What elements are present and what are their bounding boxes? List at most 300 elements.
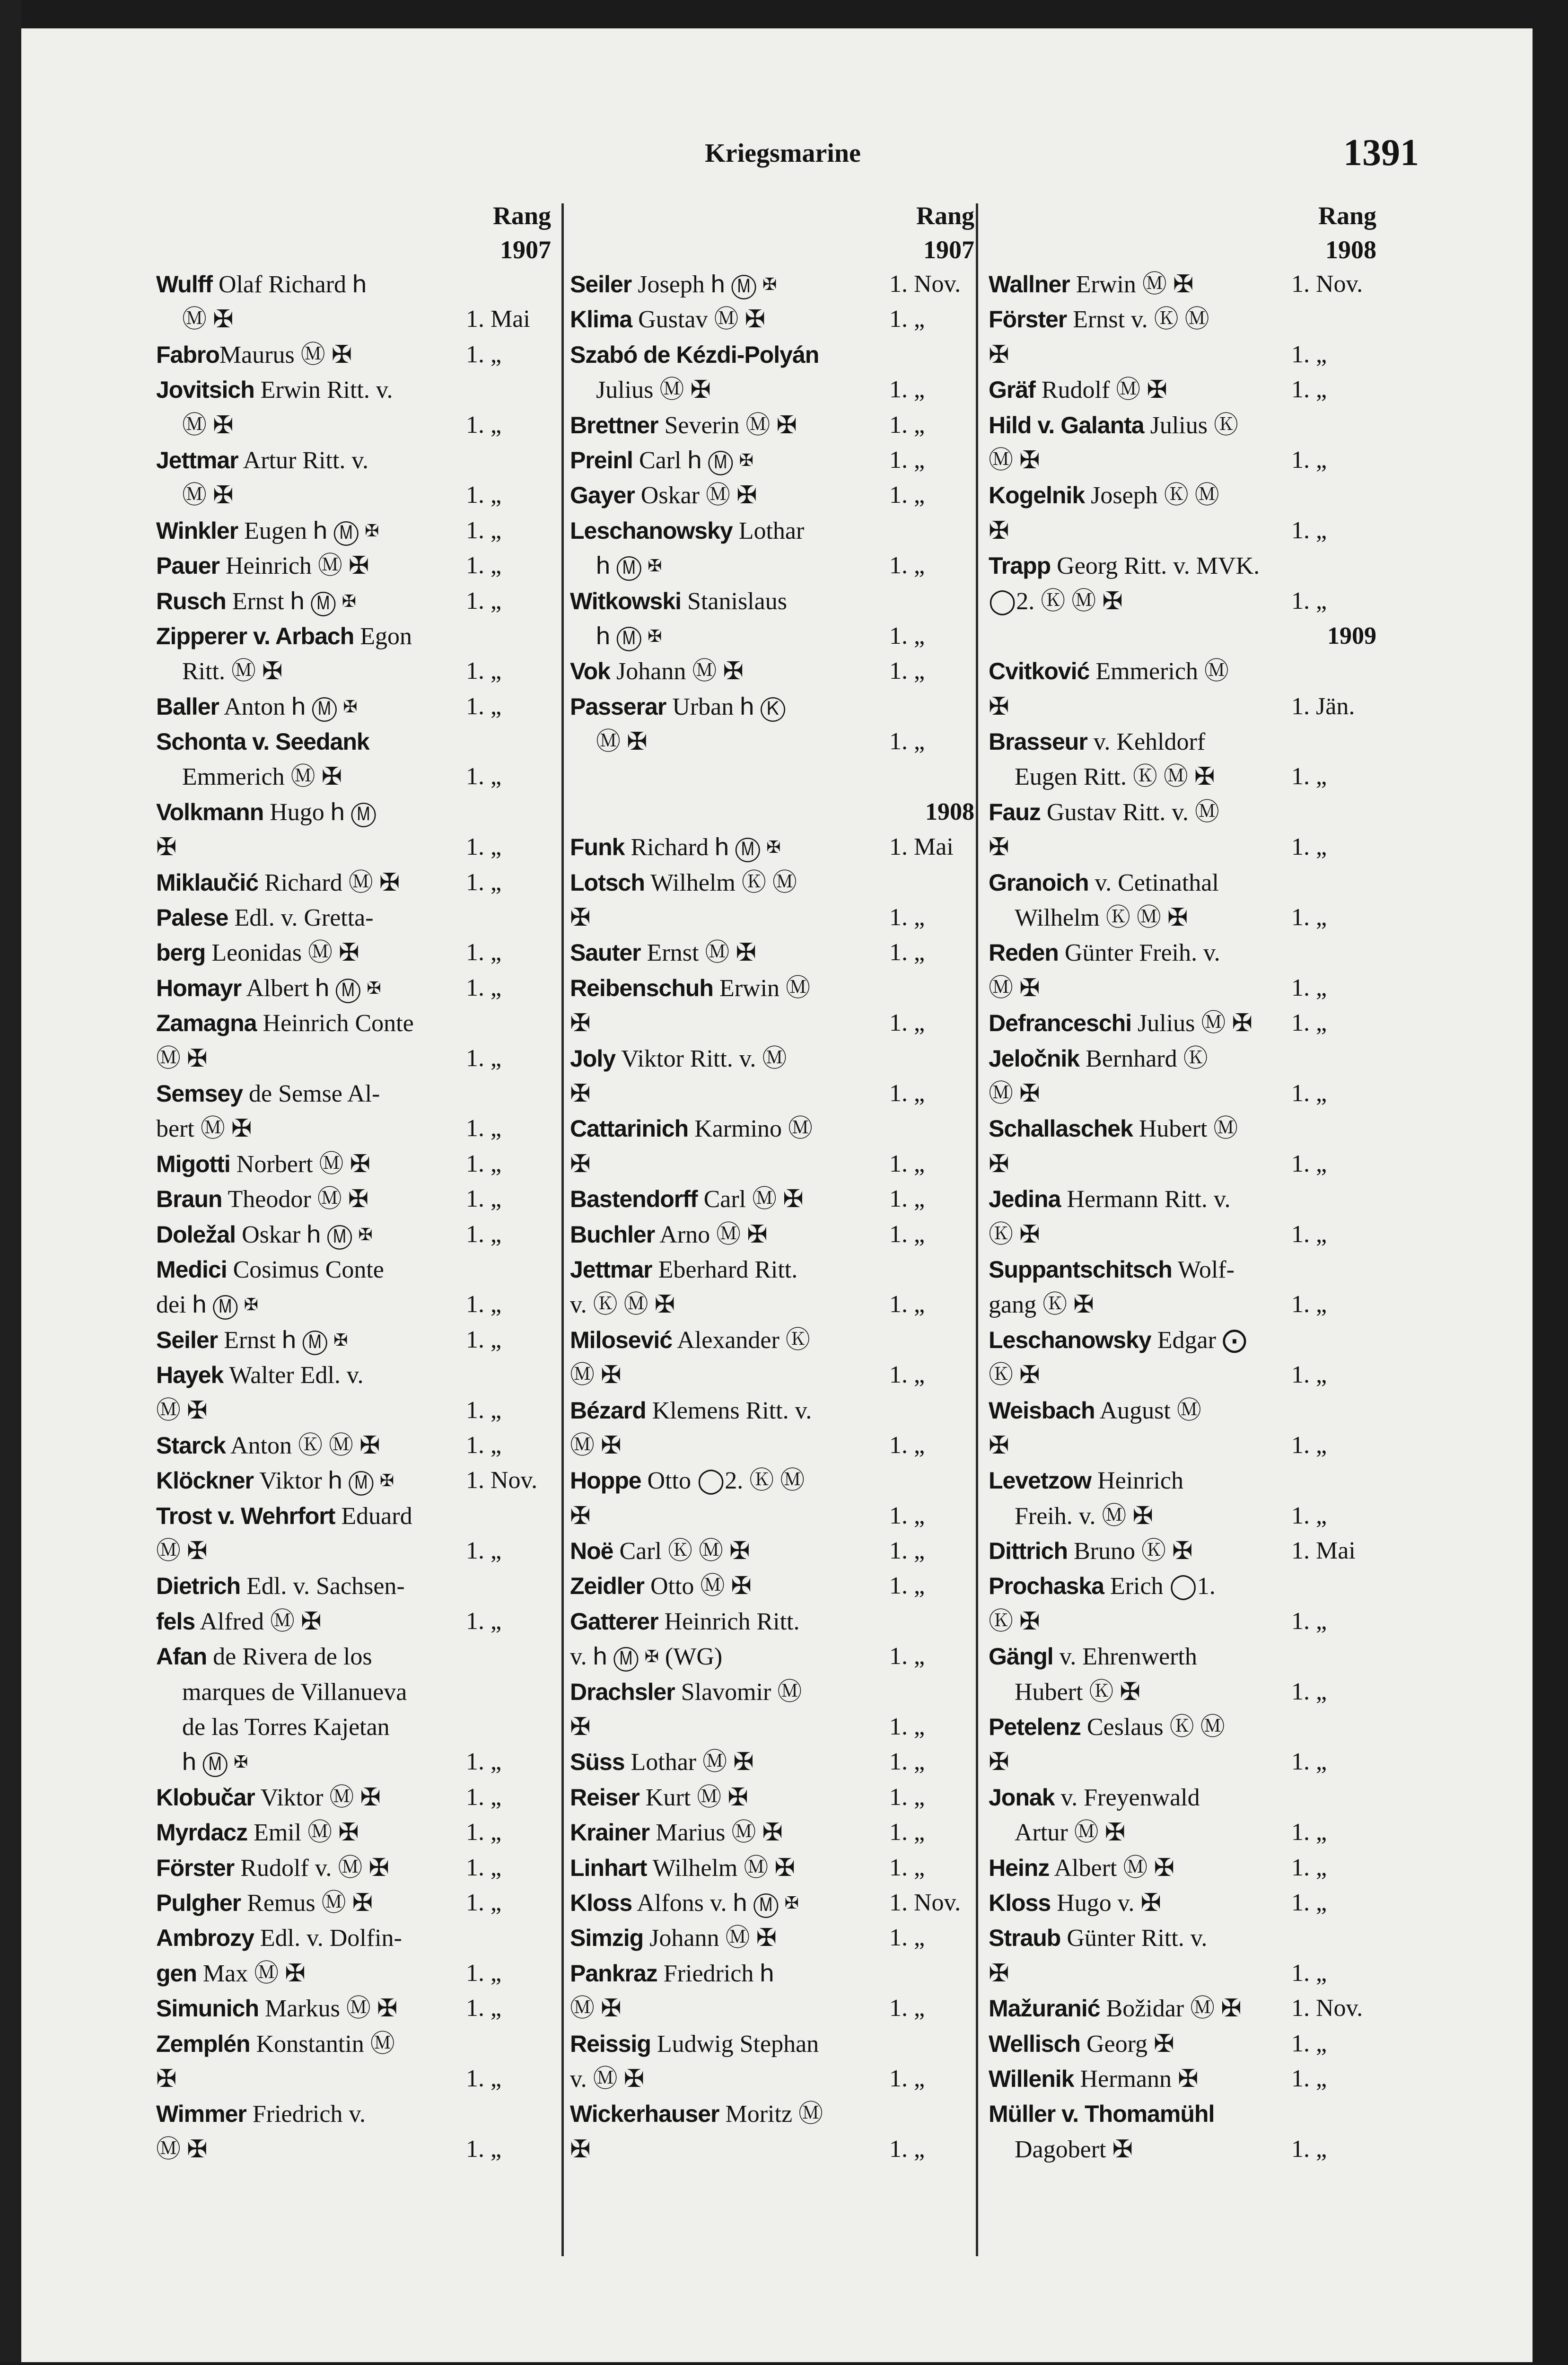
entry-detail: Kurt Ⓜ ✠ — [639, 1784, 748, 1811]
entry-detail: Oskar Ⓜ ✠ — [634, 482, 757, 509]
list-item — [156, 1674, 551, 1709]
entry-text — [156, 2096, 366, 2131]
entry-text — [570, 1568, 752, 1603]
entry-text — [570, 1533, 750, 1568]
entry-detail: Lothar Ⓜ ✠ — [624, 1749, 754, 1776]
entry-detail: dei 𐌷 Ⓜ ✠ — [156, 1291, 258, 1319]
list-item — [156, 513, 551, 548]
entry-detail: Max Ⓜ ✠ — [196, 1960, 306, 1987]
entry-rank-date: 1. Nov. — [1291, 1995, 1363, 2022]
entry-rank-date: 1. „ — [466, 1537, 502, 1565]
entry-detail: Stanislaus — [681, 587, 787, 615]
entry-text — [989, 1780, 1200, 1815]
entry-text — [570, 513, 804, 548]
list-item — [156, 795, 551, 830]
list-item — [156, 619, 551, 654]
entry-text — [156, 865, 400, 900]
entry-rank-date: 1. Nov. — [889, 1889, 961, 1916]
list-item — [156, 337, 551, 372]
entry-text — [570, 1709, 591, 1744]
entry-rank-date: 1. „ — [889, 482, 925, 509]
entry-text — [989, 1006, 1253, 1041]
entry-detail: Lothar — [732, 517, 805, 544]
entry-surname: Buchler — [570, 1221, 655, 1248]
list-item — [989, 337, 1376, 372]
entry-detail: Ernst 𐌷 Ⓜ ✠ — [218, 1326, 348, 1354]
list-item — [156, 1076, 551, 1111]
entry-text — [570, 1358, 622, 1393]
list-item — [156, 1182, 551, 1217]
entry-surname: Müller v. Thomamühl — [989, 2101, 1215, 2128]
entry-rank-date: 1. „ — [889, 1502, 925, 1529]
entry-surname: Migotti — [156, 1150, 230, 1177]
entry-detail: Hubert Ⓜ — [1132, 1115, 1238, 1143]
entry-text — [156, 1111, 252, 1146]
list-item — [156, 1287, 551, 1322]
entry-text — [570, 654, 744, 689]
list-item — [156, 2061, 551, 2096]
entry-detail: 𐌷 Ⓜ ✠ — [596, 552, 662, 580]
entry-detail: Urban 𐌷 Ⓚ — [666, 693, 786, 720]
entry-text — [156, 1850, 389, 1885]
entry-surname: Klöckner — [156, 1467, 254, 1494]
entry-surname: Simunich — [156, 1995, 259, 2022]
list-item — [156, 1358, 551, 1393]
entry-detail: ✠ — [989, 834, 1009, 861]
entry-detail: Viktor 𐌷 Ⓜ ✠ — [253, 1467, 394, 1495]
list-item — [156, 443, 551, 478]
entry-rank-date: 1. „ — [466, 1396, 502, 1424]
entry-text — [570, 1885, 799, 1920]
entry-detail: Heinrich Ritt. — [658, 1608, 800, 1635]
entry-text — [989, 654, 1229, 689]
list-item — [570, 2132, 974, 2167]
entry-text — [156, 1780, 381, 1815]
entry-text — [989, 2026, 1174, 2061]
entry-rank-date: 1. „ — [889, 1713, 925, 1741]
entry-rank-date: 1. Mai — [1291, 1537, 1356, 1565]
entry-detail: Ⓜ ✠ — [989, 974, 1040, 1002]
entry-text — [989, 759, 1215, 794]
entry-text — [989, 1111, 1238, 1146]
entry-detail: ✠ — [989, 341, 1009, 368]
list-item — [989, 795, 1376, 830]
entry-rank-date: 1. „ — [889, 939, 925, 966]
entry-text — [570, 302, 765, 337]
list-item — [156, 1744, 551, 1779]
entry-surname: Miklaučić — [156, 869, 259, 896]
entry-text — [156, 1498, 412, 1533]
entry-rank-date: 1. „ — [466, 1326, 502, 1353]
entry-rank-date: 1. „ — [1291, 446, 1327, 473]
entry-detail: Gustav Ritt. v. Ⓜ — [1040, 798, 1219, 826]
entry-text — [570, 443, 753, 478]
list-item — [989, 1358, 1376, 1393]
entry-surname: Milosević — [570, 1326, 673, 1353]
entry-surname: Prochaska — [989, 1573, 1104, 1600]
list-item — [989, 1533, 1376, 1568]
entry-rank-date: 1. „ — [1291, 1150, 1327, 1177]
entry-surname: Förster — [156, 1854, 235, 1881]
entry-detail: ✠ — [570, 1150, 591, 1178]
list-item — [989, 1850, 1376, 1885]
entry-rank-date: 1. Mai — [889, 833, 954, 861]
entry-text — [989, 1498, 1153, 1533]
entry-surname: Petelenz — [989, 1714, 1081, 1741]
entry-text — [570, 1780, 748, 1815]
entry-detail: v. 𐌷 Ⓜ ✠ (WG) — [570, 1643, 723, 1671]
list-item — [570, 443, 974, 478]
entry-surname: Reibenschuh — [570, 974, 713, 1001]
entry-text — [989, 1568, 1216, 1603]
entry-text — [156, 302, 234, 337]
list-item — [570, 1780, 974, 1815]
entry-text — [156, 513, 379, 548]
entry-rank-date: 1. „ — [466, 1150, 502, 1177]
entry-rank-date: 1. „ — [1291, 1220, 1327, 1248]
entry-detail: ✠ — [989, 1432, 1009, 1459]
list-item — [570, 2096, 974, 2131]
entry-list — [989, 267, 1376, 2167]
entry-detail: Anton Ⓚ Ⓜ ✠ — [225, 1432, 380, 1459]
entry-surname: Hild v. Galanta — [989, 412, 1144, 438]
entry-surname: Klobučar — [156, 1784, 255, 1811]
entry-text — [156, 478, 234, 513]
list-item — [989, 654, 1376, 689]
entry-rank-date: 1. „ — [1291, 1678, 1327, 1705]
entry-surname: Jettmar — [156, 447, 238, 473]
entry-rank-date: 1. „ — [1291, 2135, 1327, 2163]
list-item — [156, 689, 551, 724]
entry-surname: Zipperer v. Arbach — [156, 622, 354, 649]
entry-text — [989, 513, 1009, 548]
list-item — [570, 689, 974, 724]
entry-detail: Ⓜ ✠ — [989, 1080, 1040, 1107]
entry-detail: Edl. v. Dolfin- — [254, 1925, 402, 1952]
entry-surname: Schonta v. Seedank — [156, 728, 369, 755]
list-item — [156, 1956, 551, 1991]
entry-detail: Johann Ⓜ ✠ — [610, 658, 744, 685]
entry-text — [156, 1147, 370, 1182]
list-item — [989, 1885, 1376, 1920]
entry-rank-date: 1. „ — [889, 1431, 925, 1459]
entry-text — [156, 1217, 373, 1252]
list-item — [156, 1428, 551, 1463]
entry-surname: Wallner — [989, 271, 1070, 298]
entry-rank-date: 1. „ — [1291, 763, 1327, 790]
entry-text — [570, 935, 756, 970]
entry-text — [156, 584, 356, 619]
list-item — [570, 1111, 974, 1146]
entry-detail: Alfons v. 𐌷 Ⓜ ✠ — [632, 1889, 799, 1917]
entry-detail: Joseph Ⓚ Ⓜ — [1085, 482, 1219, 509]
list-item — [570, 1533, 974, 1568]
entry-detail: de Rivera de los — [207, 1643, 372, 1671]
entry-text — [570, 267, 777, 302]
list-item — [570, 1252, 974, 1287]
list-item — [156, 1323, 551, 1358]
entry-surname: Reiser — [570, 1784, 639, 1811]
list-item — [989, 2026, 1376, 2061]
entry-text — [989, 1217, 1040, 1252]
list-item — [570, 1358, 974, 1393]
entry-detail: Richard Ⓜ ✠ — [258, 869, 400, 896]
column-2 — [570, 199, 974, 2167]
entry-detail: Julius Ⓜ ✠ — [1131, 1010, 1253, 1037]
entry-text — [156, 2132, 208, 2167]
list-item — [989, 1568, 1376, 1603]
entry-text — [156, 1463, 394, 1498]
list-item — [989, 1076, 1376, 1111]
entry-rank-date: 1. „ — [466, 692, 502, 720]
entry-rank-date: 1. „ — [466, 341, 502, 368]
entry-surname: Brasseur — [989, 728, 1087, 755]
list-item — [989, 443, 1376, 478]
entry-surname: Trost v. Wehrfort — [156, 1502, 335, 1529]
entry-surname: Brettner — [570, 412, 658, 438]
entry-detail: Edl. v. Sachsen- — [240, 1573, 405, 1600]
list-item — [570, 759, 974, 794]
entry-detail: Ⓜ ✠ — [156, 1538, 208, 1565]
entry-rank-date: 1. „ — [889, 1643, 925, 1670]
list-item — [156, 1780, 551, 1815]
entry-rank-date: 1. „ — [1291, 1607, 1327, 1635]
entry-rank-date: 1. „ — [889, 622, 925, 649]
entry-detail: Bruno Ⓚ ✠ — [1068, 1538, 1193, 1565]
entry-text — [989, 900, 1188, 935]
list-item — [570, 1850, 974, 1885]
list-item — [156, 1252, 551, 1287]
entry-surname: Leschanowsky — [989, 1326, 1151, 1353]
list-item — [570, 513, 974, 548]
list-item — [570, 1463, 974, 1498]
list-item — [989, 1252, 1376, 1287]
entry-detail: Ⓜ ✠ — [989, 447, 1040, 474]
entry-surname: Süss — [570, 1749, 625, 1776]
entry-detail: v. Ⓜ ✠ — [570, 2065, 645, 2093]
entry-rank-date: 1. „ — [466, 868, 502, 896]
entry-surname: Cvitković — [989, 658, 1090, 685]
entry-detail: ✠ — [570, 904, 591, 932]
entry-surname: Wimmer — [156, 2101, 246, 2128]
entry-rank-date: 1. „ — [466, 1220, 502, 1248]
entry-detail: ✠ — [570, 2136, 591, 2163]
entry-text — [570, 1428, 622, 1463]
list-item — [570, 619, 974, 654]
entry-detail: Erwin Ⓜ ✠ — [1069, 271, 1194, 298]
entry-surname: Levetzow — [989, 1467, 1092, 1494]
list-item — [989, 408, 1376, 443]
entry-text — [570, 1006, 591, 1041]
list-item — [570, 408, 974, 443]
entry-rank-date: 1. „ — [889, 1150, 925, 1177]
entry-rank-date: 1. „ — [889, 728, 925, 755]
entry-detail: Artur Ritt. v. — [238, 447, 369, 474]
entry-text — [989, 724, 1205, 759]
entry-detail: Walter Edl. v. — [223, 1362, 364, 1389]
list-item — [156, 372, 551, 407]
entry-text — [989, 1920, 1207, 1955]
rang-header — [989, 199, 1376, 267]
entry-detail: Rudolf v. Ⓜ ✠ — [234, 1854, 389, 1882]
entry-surname: Trapp — [989, 552, 1051, 579]
entry-rank-date: 1. „ — [1291, 1854, 1327, 1881]
entry-text — [570, 971, 810, 1006]
year-heading: 1909 — [1327, 622, 1376, 649]
list-item — [570, 1147, 974, 1182]
list-item — [570, 1287, 974, 1322]
entry-detail: 𐌷 Ⓜ ✠ — [596, 622, 662, 650]
list-item — [989, 1287, 1376, 1322]
entry-detail: v. Kehldorf — [1087, 728, 1206, 756]
entry-detail: Eugen 𐌷 Ⓜ ✠ — [238, 517, 379, 544]
entry-surname: Vok — [570, 658, 610, 685]
column-divider — [976, 203, 978, 2256]
list-item — [570, 1920, 974, 1955]
list-item — [989, 1920, 1376, 1955]
entry-detail: Ⓜ ✠ — [596, 728, 648, 756]
entry-surname: Braun — [156, 1186, 222, 1213]
entry-text — [989, 1358, 1040, 1393]
entry-detail: Ⓜ ✠ — [182, 412, 234, 439]
entry-rank-date: 1. „ — [1291, 1889, 1327, 1916]
entry-detail: Ⓜ ✠ — [156, 1397, 208, 1424]
entry-text — [156, 372, 393, 407]
entry-text — [570, 1744, 754, 1779]
list-item — [156, 2132, 551, 2167]
entry-rank-date: 1. „ — [466, 1995, 502, 2022]
entry-detail: Edgar ⨀ — [1151, 1326, 1247, 1354]
entry-surname: Afan — [156, 1643, 207, 1670]
list-item — [570, 1428, 974, 1463]
entry-text — [156, 1428, 380, 1463]
entry-text — [989, 1463, 1183, 1498]
entry-detail: August Ⓜ — [1095, 1397, 1201, 1424]
entry-detail: ✠ — [989, 693, 1009, 720]
list-item — [156, 1111, 551, 1146]
entry-surname: Gatterer — [570, 1608, 658, 1635]
entry-surname: Jedina — [989, 1186, 1061, 1213]
entry-detail: Maurus Ⓜ ✠ — [219, 341, 352, 368]
year-heading: 1908 — [925, 798, 974, 825]
entry-detail: Norbert Ⓜ ✠ — [230, 1150, 371, 1178]
entry-surname: Jovitsich — [156, 377, 254, 403]
scan-border-right — [1533, 0, 1568, 2365]
entry-rank-date: 1. „ — [1291, 904, 1327, 931]
entry-detail: Wilhelm Ⓜ ✠ — [647, 1854, 795, 1882]
list-item — [156, 1815, 551, 1850]
list-item — [156, 1463, 551, 1498]
entry-rank-date: 1. „ — [889, 376, 925, 403]
entry-text — [570, 1041, 787, 1076]
list-item — [989, 1780, 1376, 1815]
entry-text — [156, 619, 412, 654]
list-item — [989, 1674, 1376, 1709]
scan-border-top — [0, 0, 1568, 28]
entry-detail: v. Freyenwald — [1054, 1784, 1200, 1811]
entry-surname: Gängl — [989, 1643, 1053, 1670]
rang-header — [156, 199, 551, 267]
list-item — [989, 1498, 1376, 1533]
list-item — [156, 1393, 551, 1428]
entry-text — [570, 1956, 774, 1991]
entry-text — [156, 1182, 368, 1217]
entry-surname: Granoich — [989, 869, 1089, 896]
list-item — [989, 478, 1376, 513]
entry-detail: ✠ — [570, 1502, 591, 1530]
entry-detail: de Semse Al- — [243, 1080, 380, 1107]
list-item — [989, 302, 1376, 337]
entry-surname: Willenik — [989, 2065, 1074, 2092]
entry-detail: v. Cetinathal — [1088, 869, 1219, 896]
entry-text — [989, 1709, 1225, 1744]
entry-detail: Hugo v. ✠ — [1051, 1889, 1161, 1917]
rang-label: Rang — [916, 201, 974, 230]
entry-text — [989, 372, 1167, 407]
entry-text — [156, 1568, 405, 1603]
list-item — [156, 654, 551, 689]
entry-rank-date: 1. „ — [466, 1783, 502, 1811]
entry-detail: Klemens Ritt. v. — [646, 1397, 812, 1424]
entry-rank-date: 1. „ — [466, 2065, 502, 2092]
entry-detail: Günter Freih. v. — [1058, 939, 1220, 967]
entry-surname: Kloss — [989, 1889, 1051, 1916]
entry-text — [570, 1498, 591, 1533]
entry-detail: Ⓜ ✠ — [570, 1362, 622, 1389]
list-item — [989, 1111, 1376, 1146]
entry-detail: Božidar Ⓜ ✠ — [1100, 1995, 1242, 2023]
entry-detail: Ⓜ ✠ — [182, 306, 234, 333]
list-item — [570, 971, 974, 1006]
entry-surname: Drachsler — [570, 1678, 675, 1705]
entry-surname: Zemplén — [156, 2030, 250, 2057]
entry-text — [156, 1252, 384, 1287]
entry-rank-date: 1. „ — [1291, 1361, 1327, 1389]
entry-text — [570, 1639, 722, 1674]
entry-text — [989, 2132, 1133, 2167]
list-item — [570, 1991, 974, 2026]
entry-rank-date: 1. „ — [1291, 1291, 1327, 1318]
entry-detail: Otto ◯2. Ⓚ Ⓜ — [641, 1467, 805, 1495]
entry-detail: Viktor Ⓜ ✠ — [254, 1784, 381, 1811]
entry-text — [156, 724, 369, 759]
entry-rank-date: 1. „ — [889, 1854, 925, 1881]
entry-surname: Bastendorff — [570, 1186, 698, 1213]
entry-detail: Ⓜ ✠ — [570, 1432, 622, 1459]
entry-text — [156, 1393, 208, 1428]
list-item — [989, 513, 1376, 548]
entry-text — [989, 1639, 1197, 1674]
entry-text — [989, 1885, 1161, 1920]
entry-rank-date: 1. „ — [889, 2065, 925, 2092]
entry-text — [570, 1217, 768, 1252]
list-item — [989, 2132, 1376, 2167]
entry-text — [989, 1041, 1208, 1076]
entry-rank-date: 1. „ — [889, 446, 925, 473]
entry-surname: Kloss — [570, 1889, 632, 1916]
entry-text — [989, 1744, 1009, 1779]
entry-rank-date: 1. „ — [889, 1291, 925, 1318]
entry-text — [989, 1182, 1231, 1217]
entry-detail: Erwin Ⓜ — [713, 974, 811, 1002]
entry-rank-date: 1. Mai — [466, 306, 530, 333]
list-item — [570, 1956, 974, 1991]
entry-detail: Carl Ⓚ Ⓜ ✠ — [613, 1538, 750, 1565]
entry-rank-date: 1. „ — [1291, 1009, 1327, 1037]
entry-surname: Witkowski — [570, 587, 682, 614]
entry-surname: Suppantschitsch — [989, 1256, 1172, 1283]
list-item — [156, 1498, 551, 1533]
